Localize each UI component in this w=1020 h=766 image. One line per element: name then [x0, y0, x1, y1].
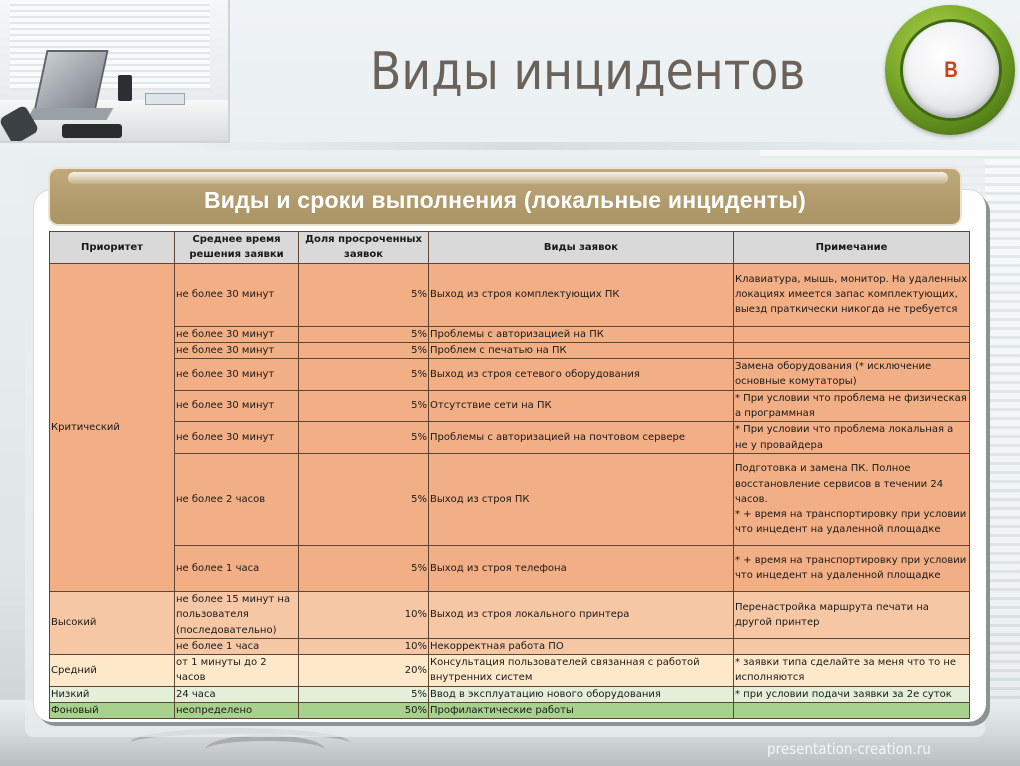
pct-cell: 50%	[299, 703, 429, 719]
table-row	[50, 703, 970, 719]
time-cell: не более 1 часа	[175, 638, 299, 654]
slide-title: Виды инцидентов	[370, 42, 806, 102]
footer-credit: presentation-creation.ru	[767, 740, 931, 758]
badge-button-face	[903, 22, 999, 118]
note-cell: * При условии что проблема не физическая а программная	[734, 390, 970, 422]
type-cell: Ввод в эксплуатацию нового оборудования	[429, 686, 734, 702]
note-cell: * + время на транспортировку при условии что инцедент на удаленной площадке	[734, 545, 970, 591]
table-row	[50, 326, 970, 342]
time-cell: 24 часа	[175, 686, 299, 702]
header-overdue-share: Доля просроченных заявок	[299, 232, 429, 264]
note-cell: Клавиатура, мышь, монитор. На удаленных локациях имеется запас комплектующих, выезд праткически никогда не требуется	[734, 263, 970, 326]
panel-header-bar	[48, 167, 962, 226]
pct-cell: 5%	[299, 422, 429, 454]
type-cell: Выход из строя сетевого оборудования	[429, 359, 734, 391]
note-line: * + время на транспортировку при условии что инцедент на удаленной площадке	[735, 509, 967, 536]
note-line: Подготовка и замена ПК. Полное восстановление сервисов в течении 24 часов.	[735, 463, 944, 505]
office-desk-photo	[0, 0, 230, 143]
photo-books	[145, 93, 185, 105]
table-row	[50, 453, 970, 545]
table-row	[50, 359, 970, 391]
time-cell: не более 15 минут на пользователя (последовательно)	[175, 591, 299, 638]
time-cell: не более 2 часов	[175, 453, 299, 545]
table-row	[50, 263, 970, 326]
type-cell: Проблемы с авторизацией на ПК	[429, 326, 734, 342]
pct-cell: 5%	[299, 686, 429, 702]
photo-notebook	[62, 124, 122, 138]
photo-laptop-icon	[33, 50, 108, 112]
priority-cell-high: Высокий	[50, 591, 175, 654]
table-row	[50, 342, 970, 358]
header-note: Примечание	[734, 232, 970, 264]
type-cell: Профилактические работы	[429, 703, 734, 719]
panel-title: Виды и сроки выполнения (локальные инциденты)	[203, 187, 807, 213]
note-cell: * заявки типа сделайте за меня что то не исполняются	[734, 655, 970, 687]
time-cell: не более 30 минут	[175, 422, 299, 454]
header-priority: Приоритет	[50, 232, 175, 264]
time-cell: не более 30 минут	[175, 390, 299, 422]
time-cell: от 1 минуты до 2 часов	[175, 655, 299, 687]
table-header-row	[50, 232, 970, 264]
type-cell: Консультация пользователей связанная с работой внутренних систем	[429, 655, 734, 687]
photo-pen-cup	[118, 75, 132, 101]
type-cell: Выход из строя телефона	[429, 545, 734, 591]
note-cell	[734, 703, 970, 719]
note-cell	[734, 326, 970, 342]
priority-cell-background: Фоновый	[50, 703, 175, 719]
type-cell: Выход из строя локального принтера	[429, 591, 734, 638]
type-cell: Выход из строя ПК	[429, 453, 734, 545]
background-phone-cable	[205, 735, 325, 765]
table-row	[50, 390, 970, 422]
time-cell: не более 30 минут	[175, 359, 299, 391]
pct-cell: 5%	[299, 359, 429, 391]
table-row	[50, 638, 970, 654]
pct-cell: 5%	[299, 263, 429, 326]
table-row	[50, 655, 970, 687]
section-badge	[885, 5, 1015, 135]
priority-cell-low: Низкий	[50, 686, 175, 702]
time-cell: не более 30 минут	[175, 263, 299, 326]
table-row	[50, 591, 970, 638]
note-cell: Перенастройка маршрута печати на другой принтер	[734, 591, 970, 638]
type-cell: Проблем с печатью на ПК	[429, 342, 734, 358]
badge-letter: В	[944, 57, 958, 82]
priority-cell-critical: Критический	[50, 263, 175, 591]
type-cell: Некорректная работа ПО	[429, 638, 734, 654]
priority-cell-medium: Средний	[50, 655, 175, 687]
note-cell	[734, 638, 970, 654]
note-cell: * при условии подачи заявки за 2е суток	[734, 686, 970, 702]
pct-cell: 10%	[299, 638, 429, 654]
table-row	[50, 422, 970, 454]
pct-cell: 5%	[299, 453, 429, 545]
type-cell: Проблемы с авторизацией на почтовом сервере	[429, 422, 734, 454]
header-request-types: Виды заявок	[429, 232, 734, 264]
type-cell: Отсутствие сети на ПК	[429, 390, 734, 422]
type-cell: Выход из строя комплектующих ПК	[429, 263, 734, 326]
pct-cell: 5%	[299, 545, 429, 591]
pct-cell: 10%	[299, 591, 429, 638]
table-row	[50, 686, 970, 702]
pct-cell: 20%	[299, 655, 429, 687]
note-cell	[734, 453, 970, 545]
background-shadow	[180, 142, 1020, 150]
note-cell: * При условии что проблема локальная а не у провайдера	[734, 422, 970, 454]
note-cell	[734, 342, 970, 358]
time-cell: не более 1 часа	[175, 545, 299, 591]
time-cell: не более 30 минут	[175, 342, 299, 358]
header-avg-time: Среднее время решения заявки	[175, 232, 299, 264]
time-cell: не более 30 минут	[175, 326, 299, 342]
time-cell: неопределено	[175, 703, 299, 719]
pct-cell: 5%	[299, 342, 429, 358]
note-cell: Замена оборудования (* исключение основные комутаторы)	[734, 359, 970, 391]
table-row	[50, 545, 970, 591]
pct-cell: 5%	[299, 390, 429, 422]
incidents-table	[49, 231, 970, 719]
pct-cell: 5%	[299, 326, 429, 342]
photo-laptop-base	[27, 108, 114, 120]
